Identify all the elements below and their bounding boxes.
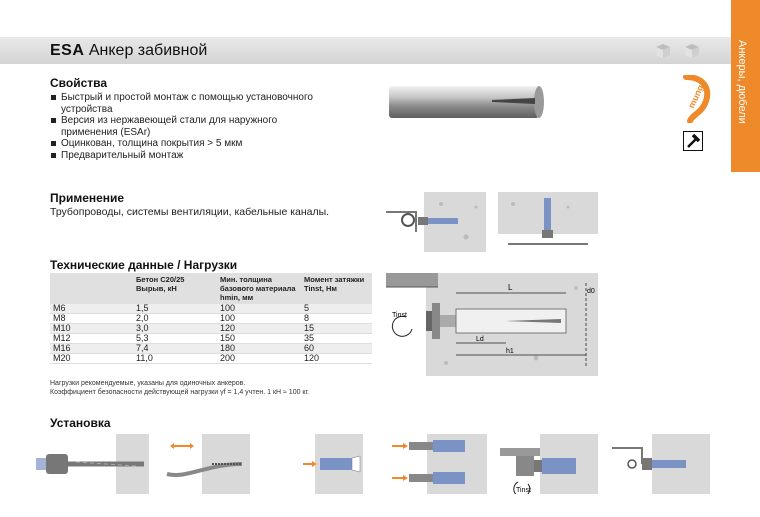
list-item: Предварительный монтаж — [50, 150, 325, 162]
list-item: Версия из нержавеющей стали для наружного применения (ESAr) — [50, 115, 325, 138]
label-length: L — [508, 283, 513, 292]
table-cell: 150 — [217, 334, 301, 344]
tech-table — [50, 273, 372, 364]
table-cell: M16 — [50, 344, 133, 354]
table-cell: M12 — [50, 334, 133, 344]
table-row — [50, 354, 372, 364]
table-cell: 200 — [217, 354, 301, 364]
table-cell: 3,0 — [133, 324, 217, 334]
stone-cube-icon — [684, 43, 700, 59]
install-step-drill — [36, 434, 149, 494]
concrete-cube-icon — [655, 43, 671, 59]
table-cell: 120 — [217, 324, 301, 334]
table-cell: 8 — [301, 314, 372, 324]
table-row — [50, 314, 372, 324]
application-image-ceiling — [386, 192, 486, 252]
product-code: ESA — [50, 42, 85, 59]
label-torque: Tinst — [392, 312, 407, 319]
properties-heading: Свойства — [50, 76, 108, 90]
table-cell: 2,0 — [133, 314, 217, 324]
hammer-icon — [683, 131, 703, 151]
table-cell: 7,4 — [133, 344, 217, 354]
install-step-clean — [162, 434, 250, 494]
table-cell: 100 — [217, 304, 301, 314]
table-cell: 120 — [301, 354, 372, 364]
table-cell: M8 — [50, 314, 133, 324]
application-heading: Применение — [50, 191, 125, 205]
table-cell: 100 — [217, 314, 301, 324]
install-step-finished — [612, 434, 710, 494]
category-tab-label: Анкеры, дюбели — [736, 40, 748, 124]
column-header: Бетон С20/25 Вырыв, кН — [133, 273, 217, 304]
label-h1: h1 — [506, 348, 514, 355]
label-diameter: d0 — [587, 288, 595, 295]
table-cell: 15 — [301, 324, 372, 334]
application-image-wall — [498, 192, 598, 252]
tech-notes — [50, 379, 380, 397]
installation-heading: Установка — [50, 416, 111, 430]
label-torque: Tinst — [516, 487, 531, 494]
table-row — [50, 334, 372, 344]
table-cell: M10 — [50, 324, 133, 334]
table-row — [50, 344, 372, 354]
table-cell: 11,0 — [133, 354, 217, 364]
install-step-insert — [275, 434, 363, 494]
logo-text: mungo — [686, 78, 708, 110]
page-title — [50, 42, 207, 60]
list-item: Оцинкован, толщина покрытия > 5 мкм — [50, 138, 325, 150]
tech-heading: Технические данные / Нагрузки — [50, 258, 238, 272]
column-header: Момент затяжки Tinst, Нм — [301, 273, 372, 304]
dimension-diagram — [386, 273, 598, 376]
anchor-product-image — [387, 80, 552, 122]
column-header: Мин. толщина базового материала hmin, мм — [217, 273, 301, 304]
product-title: Анкер забивной — [88, 42, 208, 59]
properties-list — [50, 92, 325, 161]
list-item: Быстрый и простой монтаж с помощью установочного устройства — [50, 92, 325, 115]
table-cell: 5,3 — [133, 334, 217, 344]
column-header — [50, 273, 133, 304]
note-line: Нагрузки рекомендуемые, указаны для одиночных анкеров. — [50, 380, 246, 387]
table-row — [50, 304, 372, 314]
table-cell: 35 — [301, 334, 372, 344]
note-line: Коэффициент безопасности действующей нагрузки γf = 1,4 учтен. 1 кН ≈ 100 кг. — [50, 389, 310, 396]
table-row — [50, 324, 372, 334]
table-cell: M20 — [50, 354, 133, 364]
table-header-row — [50, 273, 372, 304]
install-step-fixture — [500, 434, 598, 494]
table-cell: 180 — [217, 344, 301, 354]
install-step-setting — [387, 434, 487, 494]
label-ld: Ld — [476, 336, 484, 343]
table-cell: 5 — [301, 304, 372, 314]
application-text: Трубопроводы, системы вентиляции, кабельные каналы. — [50, 206, 330, 218]
category-tab[interactable] — [731, 0, 760, 172]
table-cell: M6 — [50, 304, 133, 314]
table-cell: 1,5 — [133, 304, 217, 314]
table-cell: 60 — [301, 344, 372, 354]
mungo-logo — [680, 75, 714, 123]
